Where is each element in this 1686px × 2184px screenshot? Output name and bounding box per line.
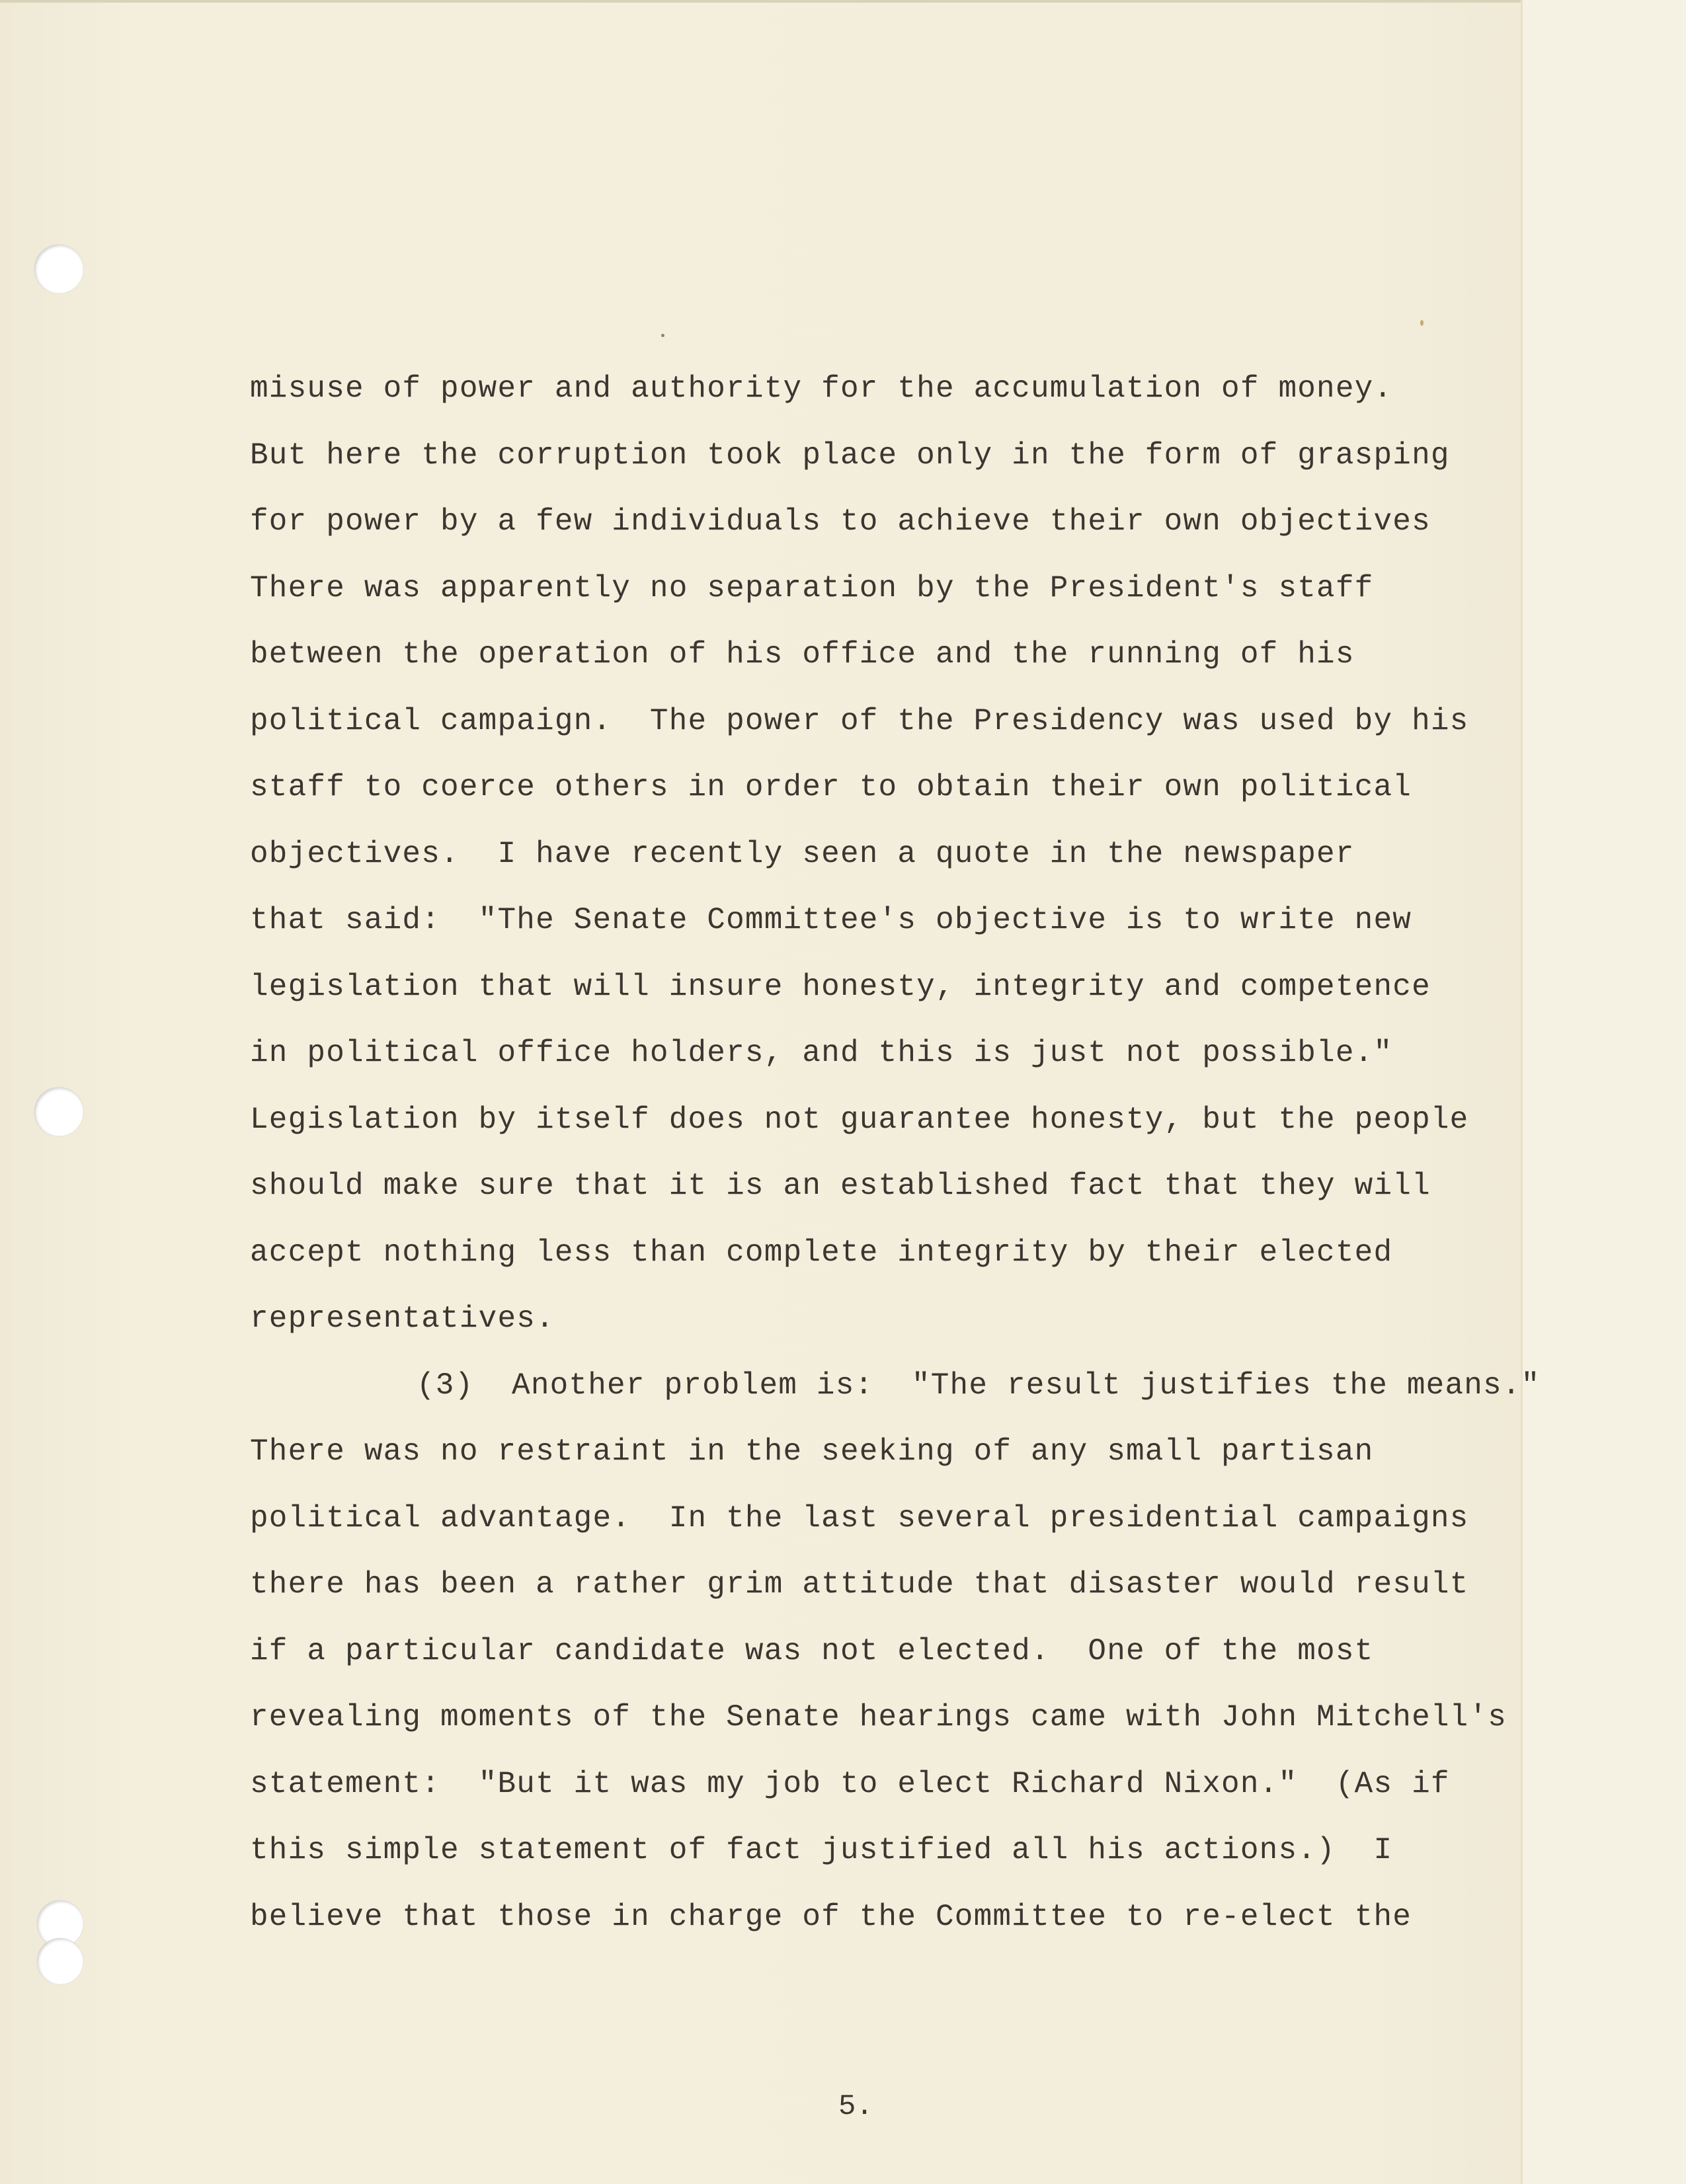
punch-hole-middle xyxy=(34,1087,83,1136)
text-line: But here the corruption took place only in the form of grasping xyxy=(250,438,1450,473)
text-line: that said: "The Senate Committee's objective is to write new xyxy=(250,903,1412,937)
text-line: representatives. xyxy=(250,1302,555,1336)
punch-hole-bottom-lower xyxy=(37,1938,83,1984)
text-line: legislation that will insure honesty, integrity and competence xyxy=(250,969,1431,1004)
body-text xyxy=(250,356,1625,1950)
text-line: for power by a few individuals to achieve their own objectives xyxy=(250,504,1431,539)
text-line: political advantage. In the last several presidential campaigns xyxy=(250,1501,1469,1536)
text-line: accept nothing less than complete integrity by their elected xyxy=(250,1235,1393,1270)
text-line: revealing moments of the Senate hearings came with John Mitchell's xyxy=(250,1700,1507,1735)
text-line-paragraph-start: (3) Another problem is: "The result justifies the means." xyxy=(417,1368,1541,1403)
page-top-edge xyxy=(0,0,1686,3)
text-line: There was no restraint in the seeking of any small partisan xyxy=(250,1434,1374,1469)
page-number: 5. xyxy=(838,2090,873,2123)
text-line: Legislation by itself does not guarantee honesty, but the people xyxy=(250,1102,1469,1137)
text-line: staff to coerce others in order to obtain their own political xyxy=(250,770,1412,804)
text-line: There was apparently no separation by the President's staff xyxy=(250,570,1374,605)
text-line: should make sure that it is an established fact that they will xyxy=(250,1169,1431,1203)
punch-hole-top xyxy=(34,245,83,293)
text-line: political campaign. The power of the Presidency was used by his xyxy=(250,703,1469,738)
text-line: if a particular candidate was not elected. One of the most xyxy=(250,1633,1374,1668)
text-line: misuse of power and authority for the accumulation of money. xyxy=(250,371,1393,406)
text-line: in political office holders, and this is just not possible." xyxy=(250,1036,1393,1070)
text-line: objectives. I have recently seen a quote in the newspaper xyxy=(250,836,1355,871)
text-line: statement: "But it was my job to elect Richard Nixon." (As if xyxy=(250,1766,1450,1801)
paper-speck xyxy=(661,334,664,337)
text-line: this simple statement of fact justified all his actions.) I xyxy=(250,1833,1393,1867)
text-line: between the operation of his office and the running of his xyxy=(250,637,1355,672)
text-line: believe that those in charge of the Committee to re-elect the xyxy=(250,1899,1412,1934)
paper-speck xyxy=(1420,320,1424,326)
text-line: there has been a rather grim attitude that disaster would result xyxy=(250,1567,1469,1602)
